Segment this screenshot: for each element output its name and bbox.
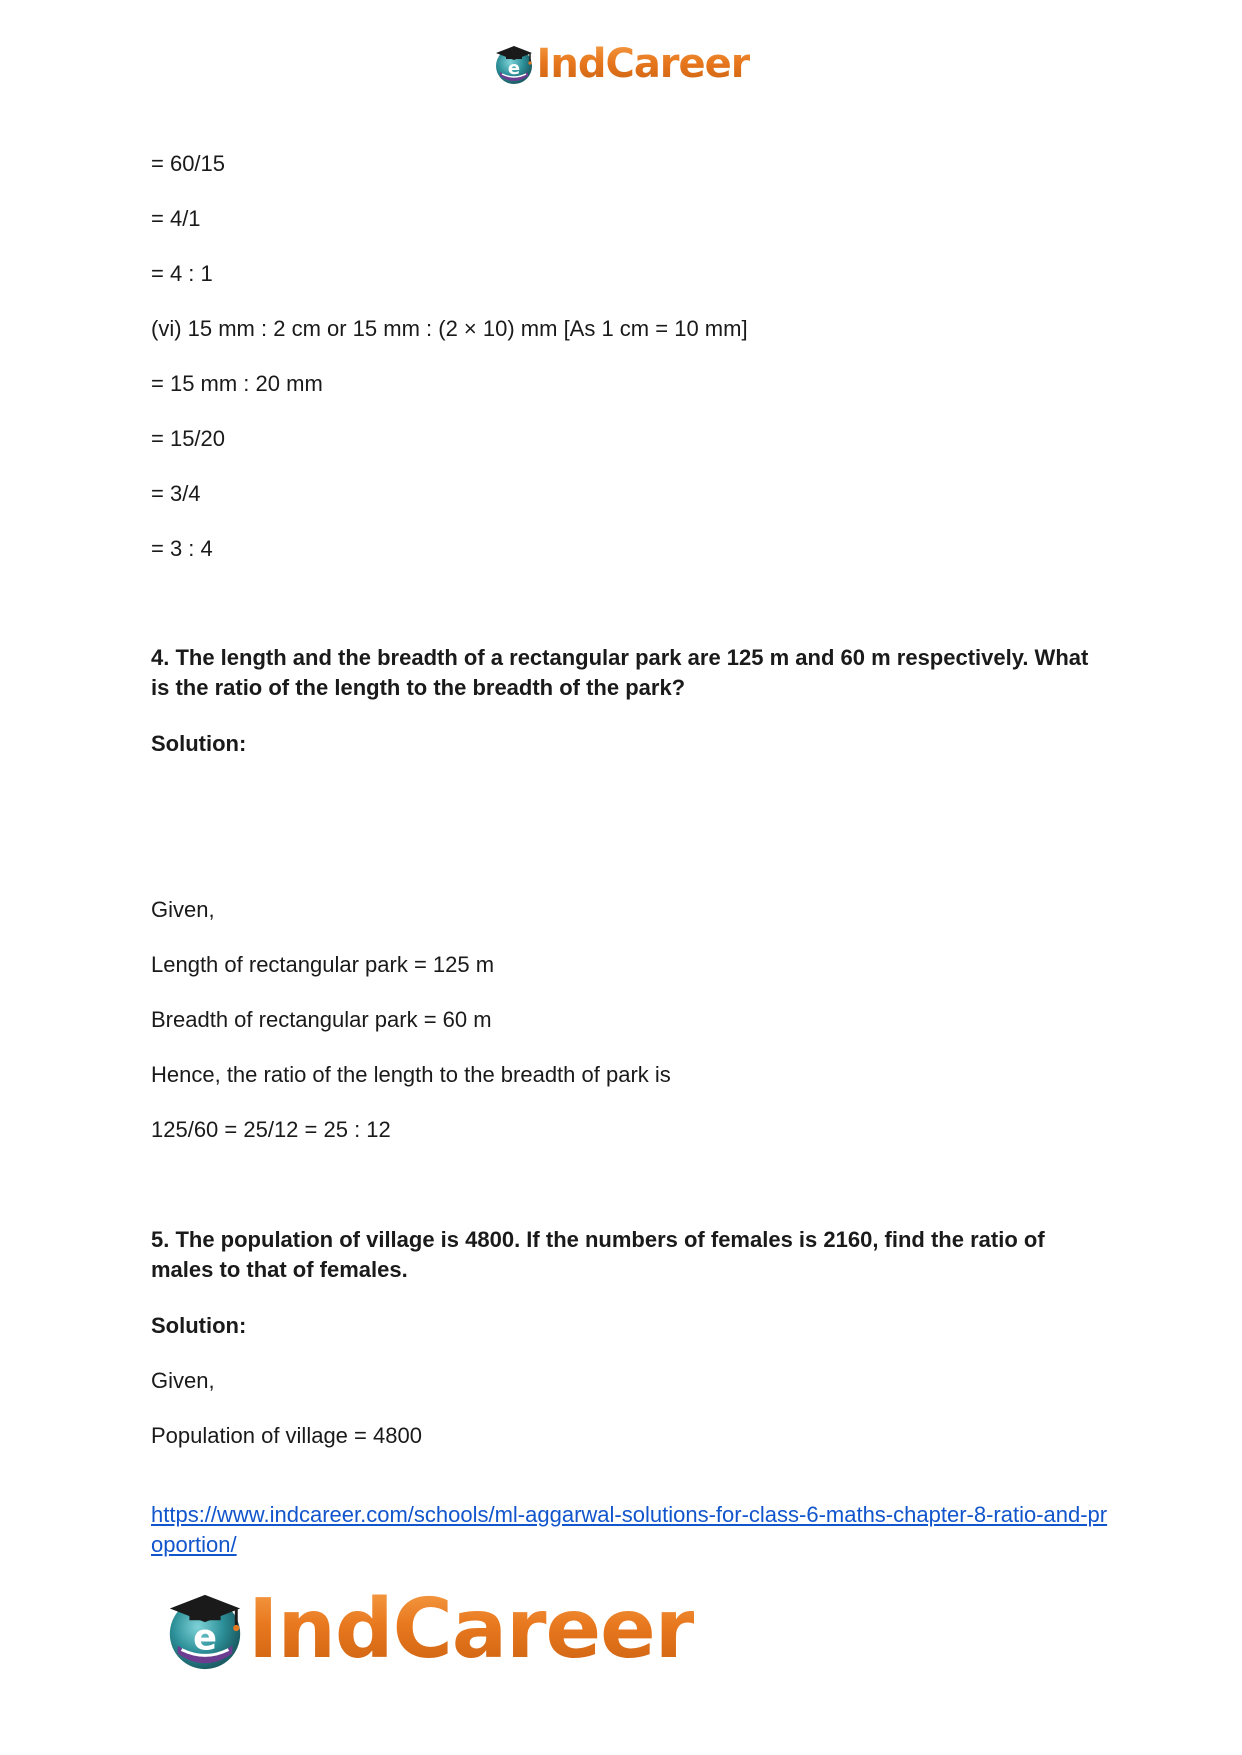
solution-line: Population of village = 4800 [151, 1423, 422, 1448]
math-line: = 15/20 [151, 426, 226, 451]
solution-label: Solution: [151, 731, 247, 756]
solution-line: Length of rectangular park = 125 m [151, 952, 495, 977]
logo-text: IndCareer [536, 41, 750, 87]
question-4: 4. The length and the breadth of a rectangular park are 125 m and 60 m respectively. What is the ratio of the length to the breadth of the park? [151, 645, 1089, 700]
indcareer-logo [492, 40, 749, 88]
solution-line: Hence, the ratio of the length to the breadth of park is [151, 1062, 671, 1087]
graduation-globe-icon [492, 42, 536, 86]
math-line: = 4 : 1 [151, 261, 213, 286]
footer-logo [162, 1582, 694, 1678]
solution-line: 125/60 = 25/12 = 25 : 12 [151, 1117, 391, 1142]
math-line: = 60/15 [151, 151, 226, 176]
solution-line: Given, [151, 1368, 215, 1393]
source-link[interactable]: https://www.indcareer.com/schools/ml-aggarwal-solutions-for-class-6-maths-chapter-8-ratio-and-proportion/ [151, 1502, 1108, 1557]
math-line: (vi) 15 mm : 2 cm or 15 mm : (2 × 10) mm [As 1 cm = 10 mm] [151, 316, 748, 341]
solution-line: Given, [151, 897, 215, 922]
math-line: = 15 mm : 20 mm [151, 371, 323, 396]
question-5: 5. The population of village is 4800. If the numbers of females is 2160, find the ratio of males to that of females. [151, 1227, 1045, 1282]
solution-label: Solution: [151, 1313, 247, 1338]
solution-line: Breadth of rectangular park = 60 m [151, 1007, 492, 1032]
svg-text:e: e [508, 58, 521, 79]
logo-text: IndCareer [248, 1582, 695, 1677]
graduation-globe-icon [162, 1587, 248, 1673]
svg-text:e: e [193, 1617, 217, 1659]
header [0, 40, 1242, 88]
math-line: = 4/1 [151, 206, 201, 231]
math-line: = 3/4 [151, 481, 201, 506]
math-line: = 3 : 4 [151, 536, 213, 561]
indcareer-logo [162, 1582, 694, 1678]
